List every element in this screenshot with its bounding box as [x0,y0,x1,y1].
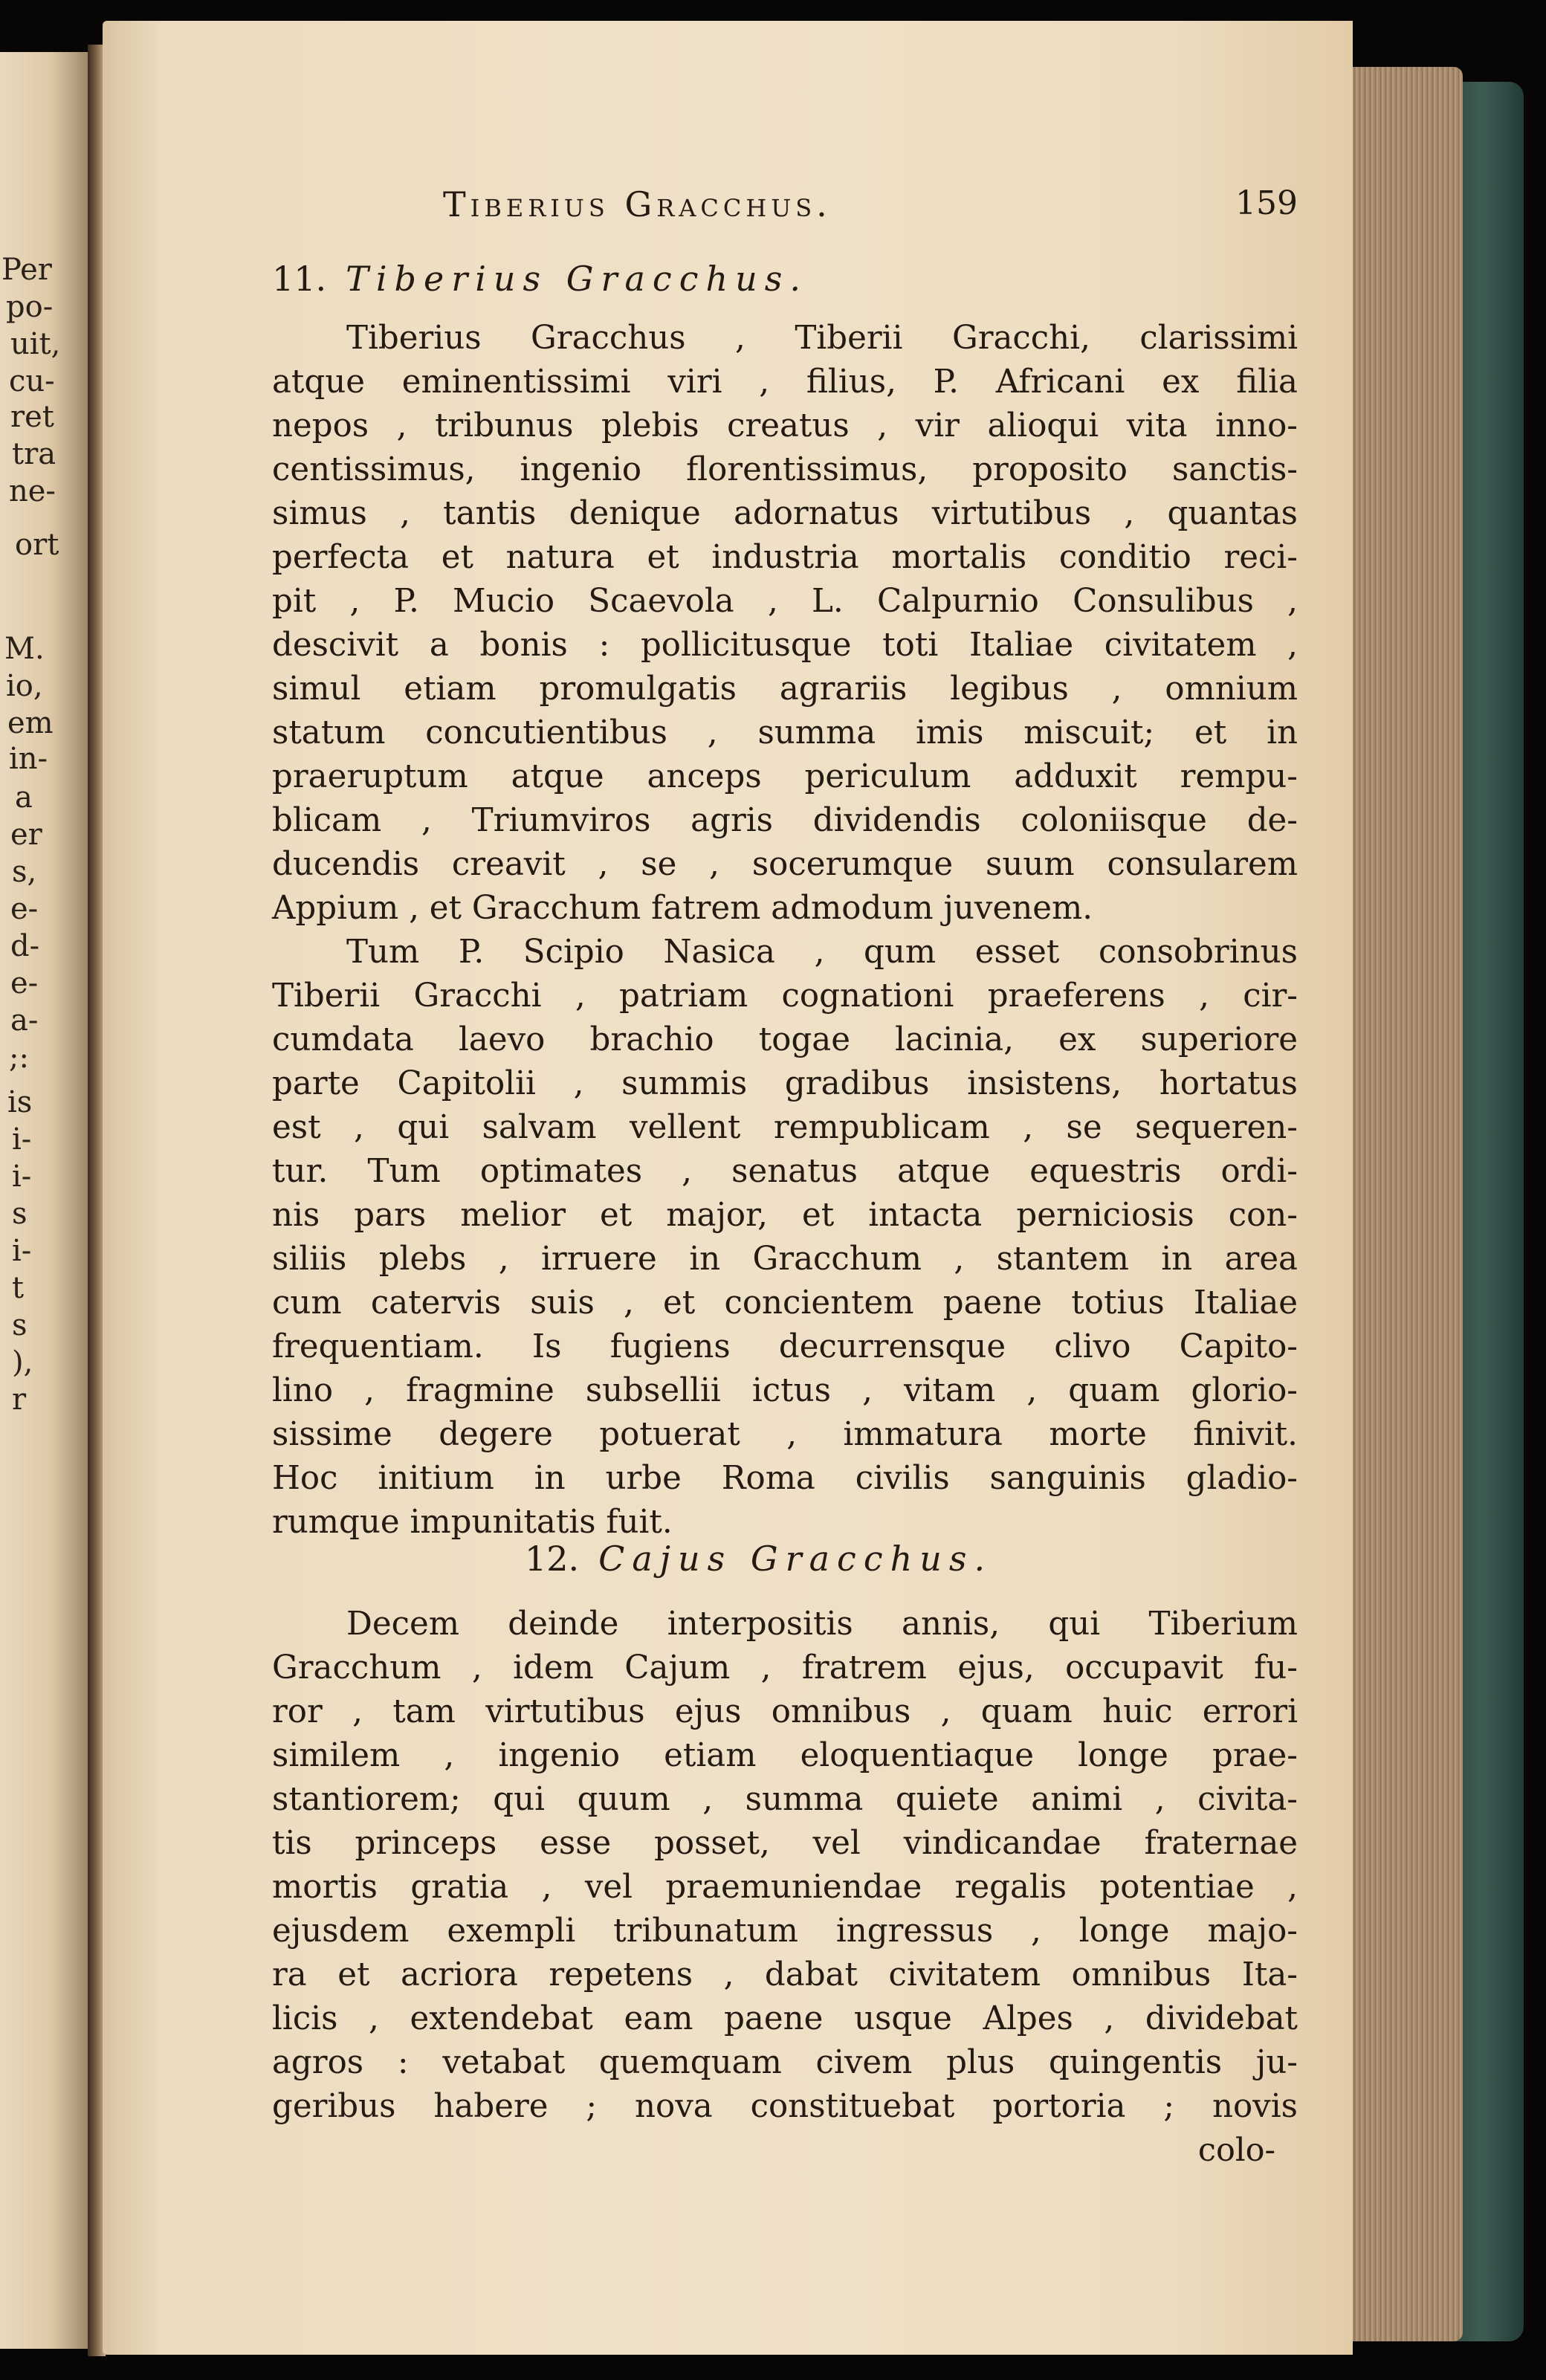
facing-page-text-fragment: a- [10,1003,39,1038]
running-title: Tiberius Gracchus. [443,184,832,224]
facing-page-text-fragment: s [12,1308,28,1342]
catchword: colo- [1197,2132,1275,2169]
facing-page-text-fragment: po- [6,290,54,324]
text-line: lino , fragmine subsellii ictus , vitam , quam glorio- [272,1372,1298,1409]
text-line: Gracchum , idem Cajum , fratrem ejus, occupavit fu- [272,1649,1298,1687]
text-line: parte Capitolii , summis gradibus insistens, hortatus [272,1065,1298,1102]
facing-page-text-fragment: ne- [9,474,56,508]
text-line: similem , ingenio etiam eloquentiaque longe prae- [272,1737,1298,1774]
text-line: frequentiam. Is fugiens decurrensque clivo Capito- [272,1328,1298,1365]
page-edges [1351,67,1463,2341]
facing-page-text-fragment: i- [12,1234,32,1268]
text-line: statum concutientibus , summa imis miscuit; et in [272,714,1298,751]
text-line: tur. Tum optimates , senatus atque equestris ordi- [272,1153,1298,1190]
facing-page-text-fragment: d- [10,929,40,963]
facing-page-fragment [0,52,91,2349]
text-line: Appium , et Gracchum fatrem admodum juvenem. [272,890,1093,927]
section-title: Tiberius Gracchus. [346,259,808,299]
facing-page-text-fragment: Per [1,253,52,287]
page-number: 159 [1235,184,1298,222]
facing-page-text-fragment: ret [10,400,54,434]
text-line: centissimus, ingenio florentissimus, proposito sanctis- [272,451,1298,488]
text-line: stantiorem; qui quum , summa quiete animi , civita- [272,1781,1298,1818]
facing-page-text-fragment: ort [15,528,59,562]
text-line: geribus habere ; nova constituebat portoria ; novis [272,2088,1298,2125]
text-line: blicam , Triumviros agris dividendis coloniisque de- [272,802,1298,839]
facing-page-text-fragment: er [10,818,42,852]
facing-page-text-fragment: s, [12,855,37,889]
text-line: descivit a bonis : pollicitusque toti Italiae civitatem , [272,627,1298,664]
facing-page-text-fragment: io, [6,669,43,703]
facing-page-text-fragment: s [12,1197,28,1231]
text-line: tis princeps esse posset, vel vindicandae fraternae [272,1825,1298,1862]
text-line: est , qui salvam vellent rempublicam , se sequeren- [272,1109,1298,1146]
text-line: cum catervis suis , et concientem paene totius Italiae [272,1284,1298,1322]
text-line: perfecta et natura et industria mortalis conditio reci- [272,539,1298,576]
facing-page-text-fragment: em [7,706,54,740]
paragraph [272,317,1298,931]
text-line: siliis plebs , irruere in Gracchum , stantem in area [272,1241,1298,1278]
facing-page-text-fragment: i- [12,1122,32,1157]
text-line: ducendis creavit , se , socerumque suum consularem [272,846,1298,883]
facing-page-text-fragment: ;: [9,1041,29,1075]
text-line: rumque impunitatis fuit. [272,1504,673,1541]
facing-page-text-fragment: is [7,1085,33,1119]
facing-page-text-fragment: M. [4,632,45,666]
text-line: Tiberius Gracchus , Tiberii Gracchi, clarissimi [346,320,1298,357]
facing-page-text-fragment: t [12,1271,25,1305]
text-line: mortis gratia , vel praemuniendae regalis potentiae , [272,1869,1298,1906]
text-line: nepos , tribunus plebis creatus , vir alioqui vita inno- [272,407,1298,444]
text-line: Decem deinde interpositis annis, qui Tiberium [346,1605,1298,1643]
text-line: simul etiam promulgatis agrariis legibus , omnium [272,670,1298,708]
text-line: ror , tam virtutibus ejus omnibus , quam huic errori [272,1693,1298,1730]
section-number: 11. [272,259,327,299]
section-heading-11 [272,259,1298,299]
text-line: agros : vetabat quemquam civem plus quingentis ju- [272,2044,1298,2081]
text-line: atque eminentissimi viri , filius, P. Africani ex filia [272,363,1298,401]
facing-page-text-fragment: ), [12,1345,33,1380]
text-line: cumdata laevo brachio togae lacinia, ex superiore [272,1021,1298,1058]
page-header [272,184,1298,229]
text-line: Tum P. Scipio Nasica , qum esset consobrinus [346,934,1298,971]
paragraph [272,931,1298,1545]
paragraph [272,1603,1298,2129]
facing-page-text-fragment: uit, [10,327,61,361]
facing-page-text-fragment: a [15,780,33,815]
text-line: praeruptum atque anceps periculum adduxit rempu- [272,758,1298,795]
text-line: pit , P. Mucio Scaevola , L. Calpurnio Consulibus , [272,583,1298,620]
section-title: Cajus Gracchus. [598,1539,993,1579]
text-line: Hoc initium in urbe Roma civilis sanguinis gladio- [272,1460,1298,1497]
facing-page-text-fragment: r [12,1383,27,1417]
facing-page-text-fragment: cu- [9,364,55,398]
text-line: simus , tantis denique adornatus virtutibus , quantas [272,495,1298,532]
section-heading-12 [272,1539,1298,1579]
text-line: ejusdem exempli tribunatum ingressus , longe majo- [272,1912,1298,1950]
facing-page-text-fragment: in- [9,742,48,776]
text-line: Tiberii Gracchi , patriam cognationi praeferens , cir- [272,977,1298,1015]
book-page [103,21,1353,2355]
section-number: 12. [525,1539,580,1579]
facing-page-text-fragment: e- [10,892,39,926]
facing-page-text-fragment: i- [12,1160,32,1194]
text-line: licis , extendebat eam paene usque Alpes , dividebat [272,2000,1298,2037]
text-line: sissime degere potuerat , immatura morte finivit. [272,1416,1298,1453]
facing-page-text-fragment: e- [10,966,39,1000]
text-line: nis pars melior et major, et intacta perniciosis con- [272,1197,1298,1234]
text-line: ra et acriora repetens , dabat civitatem omnibus Ita- [272,1956,1298,1993]
facing-page-text-fragment: tra [12,437,56,471]
